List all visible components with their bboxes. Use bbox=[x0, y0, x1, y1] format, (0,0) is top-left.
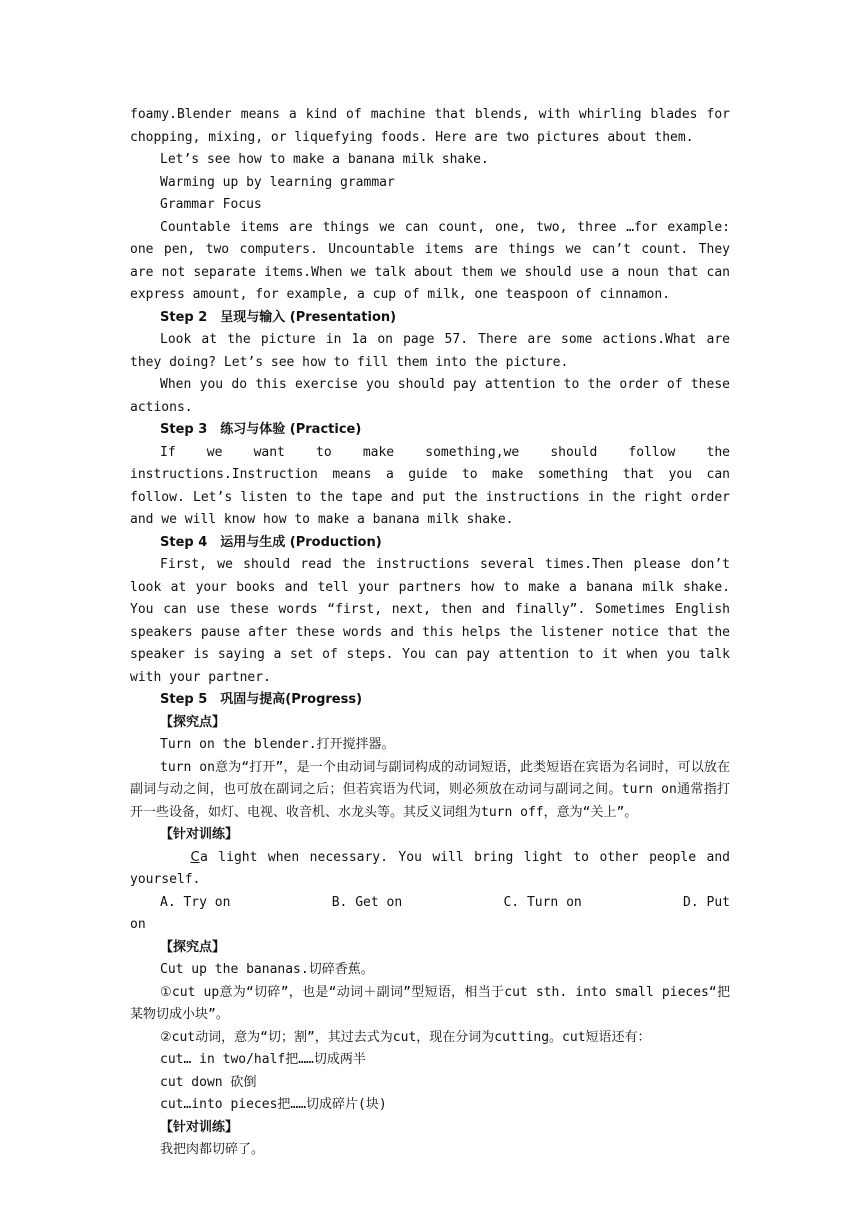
option-a: A. Try on bbox=[160, 894, 231, 910]
paragraph: cut…into pieces把……切成碎片(块) bbox=[160, 1097, 387, 1112]
option-d: D. Put bbox=[683, 894, 730, 910]
paragraph: ②cut动词，意为“切；割”，其过去式为cut，现在分词为cutting。cut短语还有： bbox=[160, 1029, 651, 1045]
paragraph: Let’s see how to make a banana milk shake. bbox=[160, 152, 489, 167]
paragraph: Countable items are things we can count, one, two, three …for example: one pen, two computers. Uncountable items are things we can’t count. They are not separate items.When we talk about them we should use a noun that can express amount, for example, a cup of milk, one teaspoon of cinnamon. bbox=[130, 219, 730, 302]
document-page bbox=[130, 104, 730, 1162]
paragraph: ①cut up意为“切碎”，也是“动词＋副词”型短语，相当于cut sth. into small pieces“把某物切成小块”。 bbox=[130, 984, 730, 1022]
step-heading: Step 5 巩固与提高(Progress) bbox=[160, 692, 363, 707]
paragraph: First, we should read the instructions several times.Then please don’t look at your books and tell your partners how to make a banana milk shake. You can use these words “first, next, then and finally”. Sometimes English speakers pause after these words and this helps the listener notice that the speaker is saying a set of steps. You can pay attention to it when you talk with your partner. bbox=[130, 557, 730, 685]
paragraph: Look at the picture in 1a on page 57. There are some actions.What are they doing? Let’s see how to fill them into the picture. bbox=[130, 332, 730, 370]
paragraph: When you do this exercise you should pay attention to the order of these actions. bbox=[130, 377, 730, 415]
options-row bbox=[130, 892, 730, 915]
option-c: C. Turn on bbox=[503, 894, 582, 910]
paragraph: Cut up the bananas.切碎香蕉。 bbox=[160, 962, 374, 977]
section-label: 【针对训练】 bbox=[160, 1119, 239, 1135]
paragraph: Warming up by learning grammar bbox=[160, 174, 395, 190]
paragraph: If we want to make something,we should follow the instructions.Instruction means a guide to make something that you can follow. Let’s listen to the tape and put the instructions in the right order and we will know how to make a banana milk shake. bbox=[130, 444, 730, 527]
paragraph: cut… in two/half把……切成两半 bbox=[160, 1052, 366, 1067]
paragraph: foamy.Blender means a kind of machine that blends, with whirling blades for chopping, mixing, or liquefying foods. Here are two pictures about them. bbox=[130, 107, 730, 145]
section-label: 【探究点】 bbox=[160, 939, 226, 955]
paragraph: Turn on the blender.打开搅拌器。 bbox=[160, 737, 395, 752]
paragraph: 我把肉都切碎了。 bbox=[160, 1142, 265, 1157]
paragraph: cut down 砍倒 bbox=[160, 1074, 257, 1090]
option-b: B. Get on bbox=[331, 894, 403, 910]
step-heading: Step 3 练习与体验 (Practice) bbox=[160, 422, 362, 437]
step-heading: Step 2 呈现与输入 (Presentation) bbox=[160, 309, 397, 325]
exercise-question bbox=[130, 847, 730, 892]
question-text: a light when necessary. You will bring light to other people and yourself. bbox=[130, 849, 730, 887]
paragraph: Grammar Focus bbox=[160, 197, 262, 212]
section-label: 【探究点】 bbox=[160, 714, 226, 730]
paragraph: turn on意为“打开”，是一个由动词与副词构成的动词短语，此类短语在宾语为名词时，可以放在副词与动之间，也可放在副词之后；但若宾语为代词，则必须放在动词与副词之间。turn on通常指打开一些设备，如灯、电视、收音机、水龙头等。其反义词组为turn off，意为“关上”。 bbox=[130, 759, 730, 820]
step-heading: Step 4 运用与生成 (Production) bbox=[160, 534, 382, 550]
answer-blank: C bbox=[190, 849, 200, 865]
section-label: 【针对训练】 bbox=[160, 827, 239, 842]
option-wrap: on bbox=[130, 917, 146, 932]
